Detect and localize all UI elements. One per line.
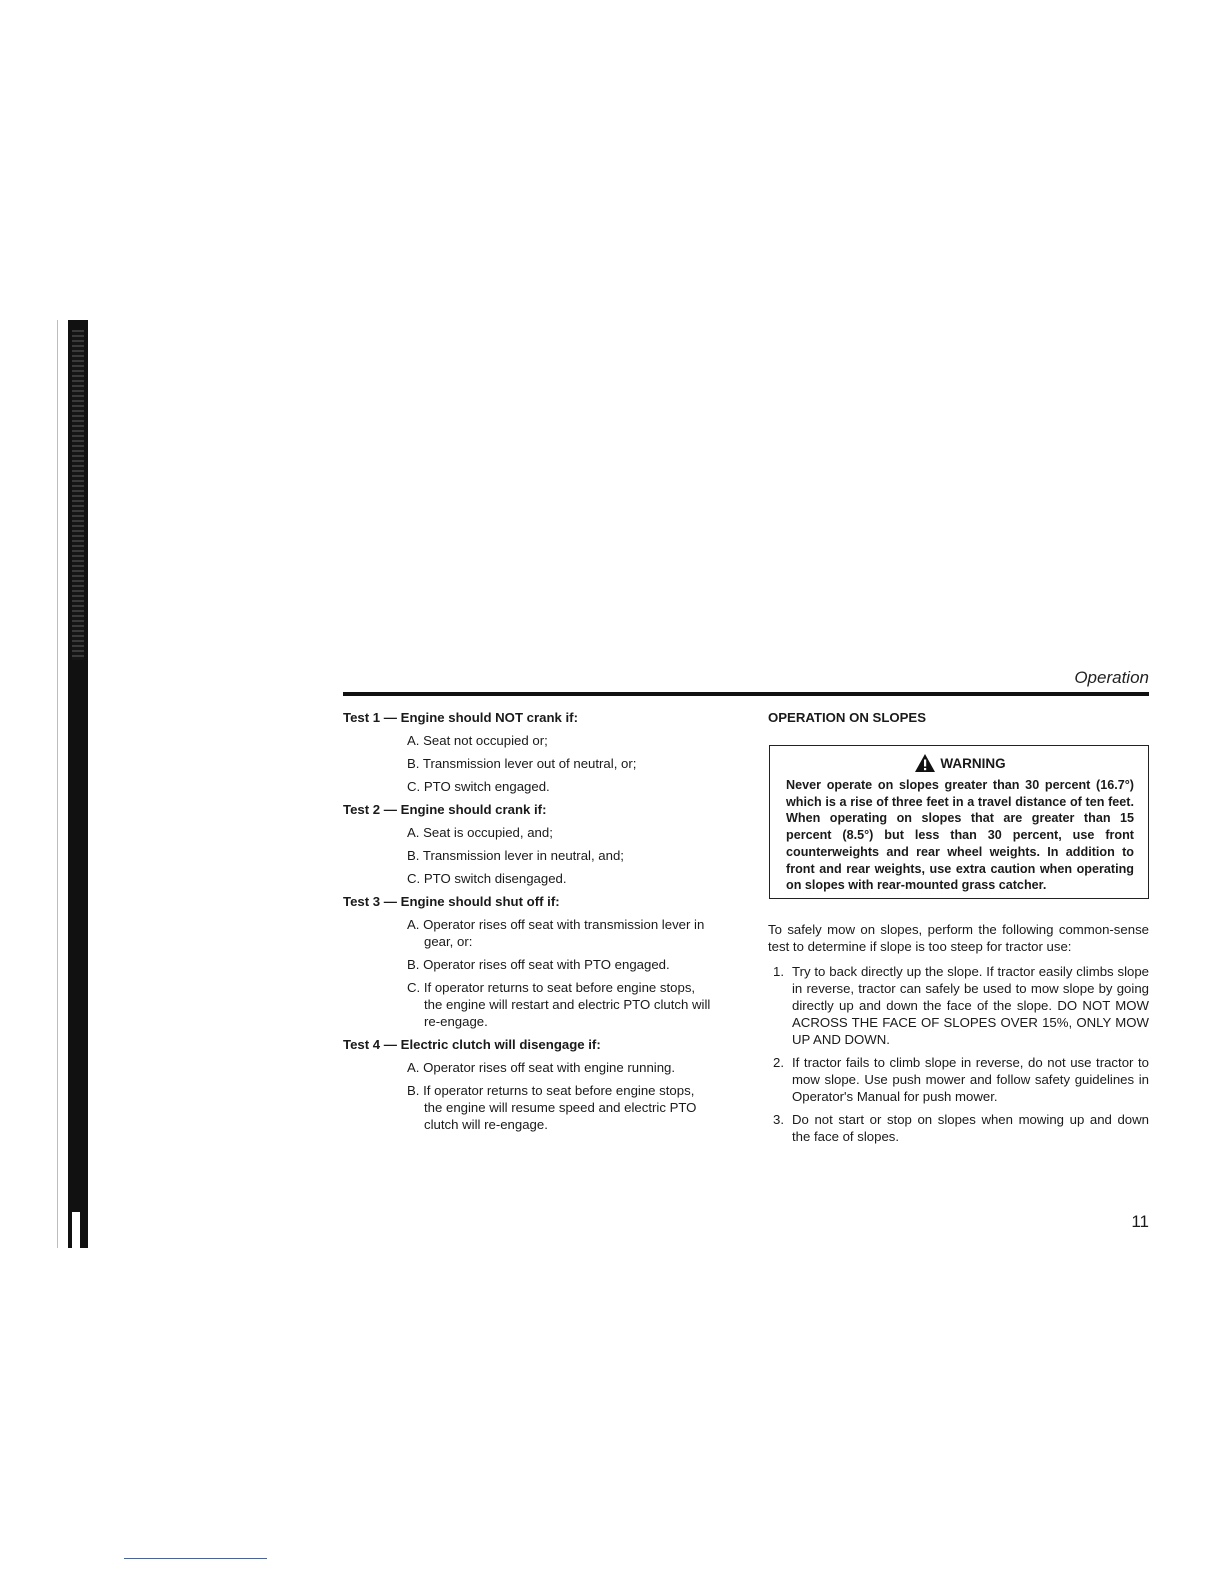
test-4-heading: Test 4 — Electric clutch will disengage if:: [343, 1037, 601, 1052]
test-2-heading: Test 2 — Engine should crank if:: [343, 802, 547, 817]
test-2-item-c: C. PTO switch disengaged.: [407, 871, 567, 886]
slope-step-3: [768, 1111, 1149, 1145]
test-3-heading: Test 3 — Engine should shut off if:: [343, 894, 560, 909]
test-3-item-c: C. If operator returns to seat before engine stops, the engine will restart and electric PTO clutch will re-engage.: [407, 980, 711, 1029]
test-2-item-b: B. Transmission lever in neutral, and;: [407, 848, 624, 863]
test-4-item-b: B. If operator returns to seat before engine stops, the engine will resume speed and electric PTO clutch will re-engage.: [407, 1083, 697, 1132]
warning-box: [769, 745, 1149, 899]
test-3-item-b: B. Operator rises off seat with PTO engaged.: [407, 957, 670, 972]
slope-step-2-text: If tractor fails to climb slope in reverse, do not use tractor to mow slope. Use push mower and follow safety guidelines in Operator's Manual for push mower.: [792, 1054, 1149, 1104]
warning-text: Never operate on slopes greater than 30 percent (16.7°) which is a rise of three feet in a travel distance of ten feet. When operating on slopes that are greater than 15 percent (8.5°) but less than 30 percent, use front counterweights and rear wheel weights. In addition to front and rear weights, use extra caution when operating on slopes with rear-mounted grass catcher.: [786, 778, 1134, 893]
safety-tests-column: [343, 709, 713, 1139]
test-2-item-a: A. Seat is occupied, and;: [407, 825, 553, 840]
test-3: [343, 893, 713, 1030]
slopes-column: [768, 709, 1149, 1151]
page-number: 11: [1131, 1212, 1149, 1231]
slope-step-1-text: Try to back directly up the slope. If tractor easily climbs slope in reverse, tractor can safely be used to mow slope by going directly up and down the face of the slope. DO NOT MOW ACROSS THE FACE OF SLOPES OVER 15%, ONLY MOW UP AND DOWN.: [792, 963, 1149, 1047]
slope-step-3-text: Do not start or stop on slopes when mowing up and down the face of slopes.: [792, 1111, 1149, 1144]
footer-rule: [124, 1558, 267, 1559]
test-1-item-b: B. Transmission lever out of neutral, or;: [407, 756, 637, 771]
test-2: [343, 801, 713, 887]
slope-step-3-number: 3.: [773, 1111, 784, 1127]
test-4: [343, 1036, 713, 1133]
test-1: [343, 709, 713, 795]
header-rule: [343, 692, 1149, 696]
slopes-heading: OPERATION ON SLOPES: [768, 710, 927, 725]
slope-step-2-number: 2.: [773, 1054, 784, 1070]
section-title: Operation: [1074, 668, 1149, 687]
test-1-heading: Test 1 — Engine should NOT crank if:: [343, 710, 578, 725]
test-1-item-a: A. Seat not occupied or;: [407, 733, 548, 748]
scan-notch: [72, 1212, 80, 1248]
warning-title: WARNING: [940, 755, 1006, 771]
scan-edge-line: [57, 320, 58, 1248]
slope-test-intro: To safely mow on slopes, perform the following common-sense test to determine if slope is too steep for tractor use:: [768, 921, 1149, 954]
test-1-item-c: C. PTO switch engaged.: [407, 779, 550, 794]
test-4-item-a: A. Operator rises off seat with engine running.: [407, 1060, 676, 1075]
slope-step-1: [768, 963, 1149, 1048]
slope-step-2: [768, 1054, 1149, 1105]
warning-triangle-icon: [914, 753, 936, 773]
warning-title-row: [786, 753, 1134, 773]
test-3-item-a: A. Operator rises off seat with transmission lever in gear, or:: [407, 917, 705, 949]
scan-binding-bar: [68, 320, 88, 1248]
slope-step-1-number: 1.: [773, 963, 784, 979]
slope-test-steps: [768, 963, 1149, 1145]
